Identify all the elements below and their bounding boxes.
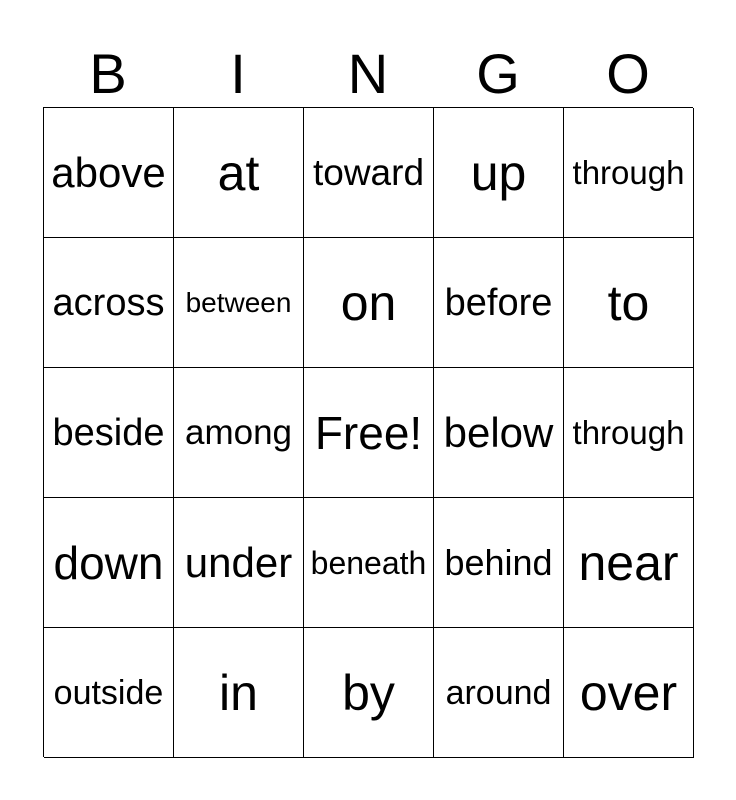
- cell-word: among: [184, 413, 293, 452]
- free-space-label: Free!: [314, 406, 423, 459]
- bingo-cell[interactable]: [44, 498, 174, 628]
- header-letter-o: O: [606, 42, 650, 105]
- bingo-cell[interactable]: [44, 238, 174, 368]
- cell-word: on: [340, 274, 397, 331]
- bingo-cell[interactable]: [564, 498, 694, 628]
- cell-word: through: [572, 414, 685, 451]
- cell-word: behind: [444, 541, 553, 583]
- cell-word: over: [579, 664, 678, 721]
- bingo-cell[interactable]: [564, 108, 694, 238]
- bingo-cell[interactable]: [434, 498, 564, 628]
- bingo-cell[interactable]: [44, 368, 174, 498]
- cell-word: by: [342, 664, 395, 721]
- bingo-cell[interactable]: [434, 108, 564, 238]
- header-letter-i: I: [230, 42, 246, 105]
- bingo-header: [43, 40, 693, 108]
- header-letter-g: G: [476, 42, 520, 105]
- header-letter-n: N: [347, 42, 389, 105]
- bingo-cell[interactable]: [174, 368, 304, 498]
- bingo-cell[interactable]: [174, 108, 304, 238]
- bingo-cell[interactable]: [434, 628, 564, 758]
- bingo-cell[interactable]: [564, 628, 694, 758]
- bingo-cell[interactable]: [304, 498, 434, 628]
- cell-word: across: [52, 281, 165, 324]
- cell-word: above: [51, 148, 166, 196]
- cell-word: to: [607, 274, 650, 331]
- bingo-cell[interactable]: [44, 108, 174, 238]
- cell-word: down: [53, 536, 164, 589]
- cell-word: before: [444, 281, 553, 324]
- bingo-cell[interactable]: [304, 628, 434, 758]
- bingo-cell[interactable]: [44, 628, 174, 758]
- bingo-cell[interactable]: [174, 628, 304, 758]
- cell-word: between: [185, 286, 292, 318]
- cell-word: under: [184, 538, 293, 586]
- bingo-board: [43, 107, 693, 757]
- cell-word: toward: [312, 152, 425, 193]
- free-space-cell[interactable]: [304, 368, 434, 498]
- bingo-cell[interactable]: [564, 368, 694, 498]
- cell-word: near: [578, 534, 679, 591]
- cell-word: at: [217, 144, 260, 201]
- cell-word: up: [470, 144, 527, 201]
- cell-word: below: [443, 408, 554, 456]
- header-letter-b: B: [89, 42, 127, 105]
- bingo-cell[interactable]: [304, 238, 434, 368]
- cell-word: outside: [53, 673, 164, 712]
- cell-word: beside: [52, 411, 165, 454]
- cell-word: in: [219, 664, 258, 721]
- bingo-cell[interactable]: [304, 108, 434, 238]
- bingo-cell[interactable]: [174, 238, 304, 368]
- bingo-cell[interactable]: [434, 238, 564, 368]
- cell-word: around: [445, 673, 552, 712]
- cell-word: through: [572, 154, 685, 191]
- cell-word: beneath: [310, 544, 427, 581]
- bingo-cell[interactable]: [564, 238, 694, 368]
- bingo-cell[interactable]: [174, 498, 304, 628]
- bingo-cell[interactable]: [434, 368, 564, 498]
